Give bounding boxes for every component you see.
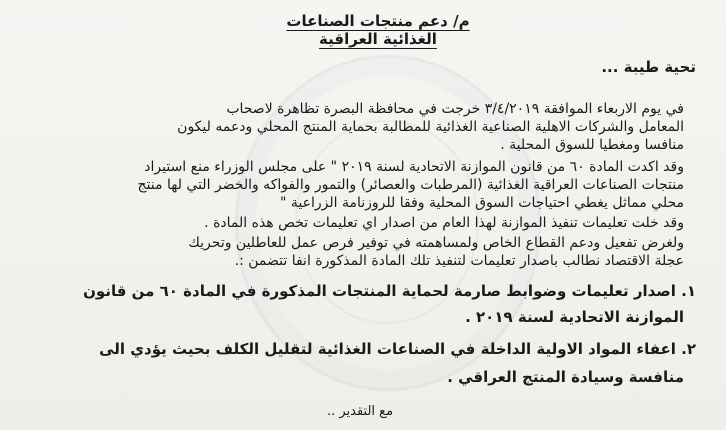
- body-line: المعامل والشركات الاهلية الصناعية الغذائية للمطالبة بحماية المنتج المحلي ودعمه ليكون: [177, 119, 684, 135]
- body-line: منتجات الصناعات العراقية الغذائية (المرطبات والعصائر) والتمور والفواكه والخضر التي لها منتج: [137, 177, 684, 193]
- document-title: م/ دعم منتجات الصناعات الغذائية العراقية: [286, 12, 470, 48]
- body-line: محلي مماثل يغطي احتياجات السوق المحلية وفقا للروزنامة الزراعية ": [280, 195, 684, 211]
- body-line: وقد خلت تعليمات تنفيذ الموازنة لهذا العام من اصدار اي تعليمات تخص هذه المادة .: [204, 215, 684, 231]
- greeting: تحية طيبة ...: [601, 58, 696, 76]
- closing: مع التقدير ..: [326, 404, 394, 419]
- body-line: عجلة الاقتصاد نطالب باصدار تعليمات لتنفيذ تلك المادة المذكورة انفا تتضمن :.: [234, 253, 684, 269]
- body-line: في يوم الاربعاء الموافقة ٣/٤/٢٠١٩ خرجت في محافظة البصرة تظاهرة لاصحاب: [226, 101, 684, 117]
- list-item-2-cont: منافسة وسيادة المنتج العراقي .: [447, 368, 684, 386]
- list-item-1-cont: الموازنة الاتحادية لسنة ٢٠١٩ .: [465, 308, 684, 326]
- list-item-2: ٢. اعفاء المواد الاولية الداخلة في الصناعات الغذائية لتقليل الكلف بحيث يؤدي الى: [99, 340, 696, 358]
- body-line: ولغرض تفعيل ودعم القطاع الخاص ولمساهمته في توفير فرص عمل للعاطلين وتحريك: [188, 235, 684, 251]
- list-item-1: ١. اصدار تعليمات وضوابط صارمة لحماية المنتجات المذكورة في المادة ٦٠ من قانون: [83, 282, 696, 300]
- body-line: منافسا ومغطيا للسوق المحلية .: [500, 137, 684, 153]
- body-line: وقد اكدت المادة ٦٠ من قانون الموازنة الاتحادية لسنة ٢٠١٩ " على مجلس الوزراء منع استيراد: [144, 159, 684, 175]
